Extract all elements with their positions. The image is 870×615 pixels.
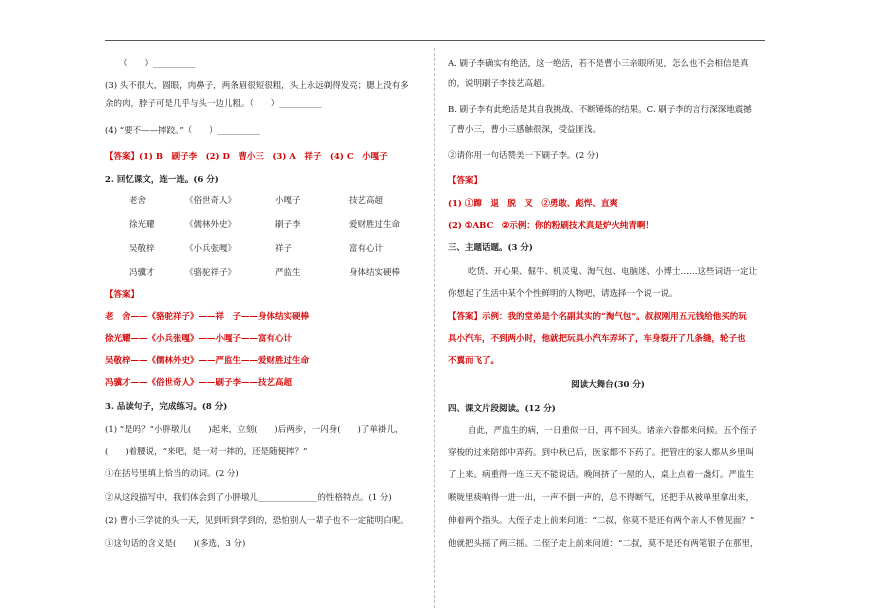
topic-line: 吃货、开心果、倔牛、机灵鬼、淘气包、电脑迷、小博士……这些词语一定让 xyxy=(468,267,758,277)
question-line: ②请你用一句话赞美一下刷子李。(2 分) xyxy=(448,151,599,161)
match-cell: 《儒林外史》 xyxy=(185,220,237,230)
passage-line: 穿梭的过来陪郎中弄药。到中秋已后，医家都不下药了。把管庄的家人都从乡里叫 xyxy=(448,448,755,458)
answer-2-line: 老 舍——《骆驼祥子》——祥 子——身体结实硬棒 xyxy=(105,312,310,322)
match-cell: 冯骥才 xyxy=(129,268,155,278)
match-cell: 刷子李 xyxy=(275,220,301,230)
option-line: 的，说明刷子李技艺高超。 xyxy=(448,79,551,89)
match-row xyxy=(105,267,423,279)
question-line: (1) “是吗？”小胖墩儿( )起来，立刻( )后两步，一闪身( )了单褂儿， xyxy=(105,425,404,435)
question-line: 余的肉，脖子可是几乎与头一边儿粗。（ ）__________ xyxy=(105,99,322,109)
question-line: (3) 头不很大，圆眼，肉鼻子，两条眉很短很粗，头上永远剃得发亮；腮上没有多 xyxy=(105,81,409,91)
option-line: A. 刷子李确实有绝活，这一绝活，若不是曹小三亲眼所见，怎么也不会相信是真 xyxy=(448,59,749,69)
match-cell: 技艺高超 xyxy=(349,196,384,206)
section-3-title: 三、主题话题。(3 分) xyxy=(448,243,533,253)
match-cell: 吴敬梓 xyxy=(129,244,155,254)
answer-3-line: 不翼而飞了。 xyxy=(448,356,500,366)
match-row xyxy=(105,219,423,231)
answer-2-line: 徐光耀——《小兵张嘎》——小嘎子——富有心计 xyxy=(105,334,293,344)
question-line: ①这句话的含义是( )(多选，3 分) xyxy=(105,539,246,549)
match-cell: 老舍 xyxy=(129,196,147,206)
option-line: 了曹小三，曹小三感触很深，受益匪浅。 xyxy=(448,125,602,135)
answer-line: (1) ①蹿 退 脱 叉 ②勇敢、彪悍、直爽 xyxy=(448,199,618,209)
passage-line: 喉咙里痰响得一进一出，一声不倒一声的，总不得断气，还把手从被单里拿出来， xyxy=(448,493,755,503)
match-cell: 徐光耀 xyxy=(129,220,155,230)
question-line: (4) “要不——摔跤。”（ ）__________ xyxy=(105,126,261,136)
column-divider xyxy=(434,48,435,608)
topic-line: 你想起了生活中某个个性鲜明的人物吧，请选择一个说一说。 xyxy=(448,289,678,299)
passage-line: 伸着两个指头。大侄子走上前来问道：“二叔，你莫不是还有两个亲人不曾见面？” xyxy=(448,516,755,526)
question-3-title: 3. 品读句子，完成练习。(8 分) xyxy=(105,402,228,412)
passage-line: 了上来。病重得一连三天不能说话。晚间挤了一屋的人，桌上点着一盏灯。严监生 xyxy=(448,470,755,480)
question-line: ②从这段描写中，我们体会到了小胖墩儿______________的性格特点。(1 分) xyxy=(105,493,392,503)
match-cell: 《俗世奇人》 xyxy=(185,196,237,206)
match-cell: 祥子 xyxy=(275,244,293,254)
answer-3-line: 具小汽车，不到两小时，他就把玩具小汽车弄坏了，车身裂开了几条缝，轮子也 xyxy=(448,334,746,344)
answer-2-line: 冯骥才——《俗世奇人》——刷子李——技艺高超 xyxy=(105,378,293,388)
answer-1: 【答案】(1) B 刷子李 (2) D 曹小三 (3) A 祥子 (4) C 小嘎子 xyxy=(105,152,388,162)
match-cell: 富有心计 xyxy=(349,244,384,254)
passage-line: 自此，严监生的病，一日重似一日，再不回头。诸亲六眷都来问候。五个侄子 xyxy=(468,426,758,436)
match-cell: 严监生 xyxy=(275,268,301,278)
answer-line: (2) ①ABC ②示例：你的粉刷技术真是炉火纯青啊！ xyxy=(448,221,654,231)
match-cell: 《骆驼祥子》 xyxy=(185,268,237,278)
match-cell: 身体结实硬棒 xyxy=(349,268,401,278)
top-rule xyxy=(105,40,765,41)
section-4-title: 四、课文片段阅读。(12 分) xyxy=(448,404,556,414)
question-line: ①在括号里填上恰当的动词。(2 分) xyxy=(105,469,239,479)
question-line: ( )着腰说，“来吧，是一对一摔的，还是随便摔？” xyxy=(105,447,308,457)
match-row xyxy=(105,195,423,207)
answer-2-label: 【答案】 xyxy=(105,290,140,300)
match-cell: 小嘎子 xyxy=(275,196,301,206)
reading-section-title: 阅读大舞台(30 分) xyxy=(571,380,645,390)
match-row xyxy=(105,243,423,255)
passage-line: 他就把头摇了两三摇。二侄子走上前来问道：“二叔，莫不是还有两笔银子在那里， xyxy=(448,539,759,549)
answer-2-line: 吴敬梓——《儒林外史》——严监生——爱财胜过生命 xyxy=(105,356,310,366)
match-cell: 《小兵张嘎》 xyxy=(185,244,237,254)
question-line: （ ）__________ xyxy=(119,59,196,69)
question-2-title: 2. 回忆课文，连一连。(6 分) xyxy=(105,175,219,185)
answer-label: 【答案】 xyxy=(448,176,483,186)
option-line: B. 刷子李有此绝活是其自我挑战、不断锤炼的结果。C. 刷子李的言行深深地震撼 xyxy=(448,105,752,115)
match-cell: 爱财胜过生命 xyxy=(349,220,401,230)
answer-3-line: 【答案】示例：我的堂弟是个名副其实的“淘气包”。叔叔刚用五元钱给他买的玩 xyxy=(448,312,747,322)
question-line: (2) 曹小三学徒的头一天，见到听到学到的，恐怕别人一辈子也不一定能明白呢。 xyxy=(105,516,409,526)
